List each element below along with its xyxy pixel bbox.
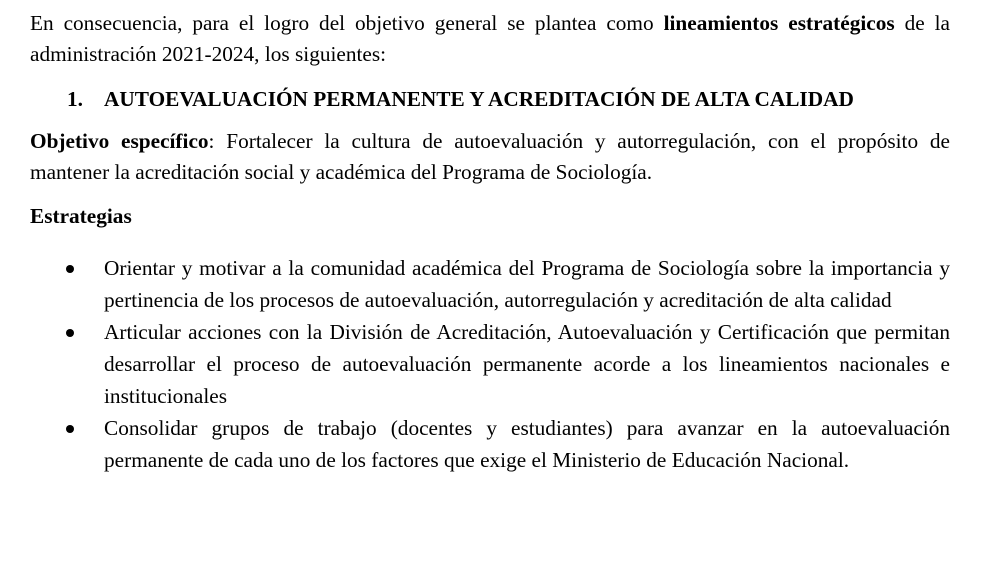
bullet-icon [66,265,74,273]
strategies-heading: Estrategias [30,204,132,228]
intro-bold-phrase: lineamientos estratégicos [663,11,895,35]
strategy-text: Consolidar grupos de trabajo (docentes y estudiantes) para avanzar en la autoevaluación permanente de cada uno de los factores que exige el Ministerio de Educación Nacional. [104,416,950,472]
intro-text-end: de la administración 2021-2024, los siguientes: [30,11,950,66]
intro-text-start: En consecuencia, para el logro del objetivo general se plantea como [30,11,664,35]
strategy-text: Articular acciones con la División de Acreditación, Autoevaluación y Certificación que permitan desarrollar el proceso de autoevaluación permanente acorde a los lineamientos nacionales e institucionales [104,320,950,408]
bullet-icon [66,425,74,433]
strategy-text: Orientar y motivar a la comunidad académica del Programa de Sociología sobre la importancia y pertinencia de los procesos de autoevaluación, autorregulación y acreditación de alta calidad [104,256,950,312]
intro-paragraph [30,8,950,70]
strategy-item [30,316,950,412]
strategies-list [30,252,950,476]
objective-text: : Fortalecer la cultura de autoevaluación y autorregulación, con el propósito de mantener la acreditación social y académica del Programa de Sociología. [30,129,950,184]
bullet-icon [66,329,74,337]
document-page [30,8,950,476]
objective-paragraph [30,126,950,188]
section-heading [30,84,950,115]
section-title: AUTOEVALUACIÓN PERMANENTE Y ACREDITACIÓN DE ALTA CALIDAD [104,87,854,111]
section-number: 1. [67,87,83,111]
objective-label: Objetivo específico [30,129,209,153]
strategy-item [30,412,950,476]
strategy-item [30,252,950,316]
